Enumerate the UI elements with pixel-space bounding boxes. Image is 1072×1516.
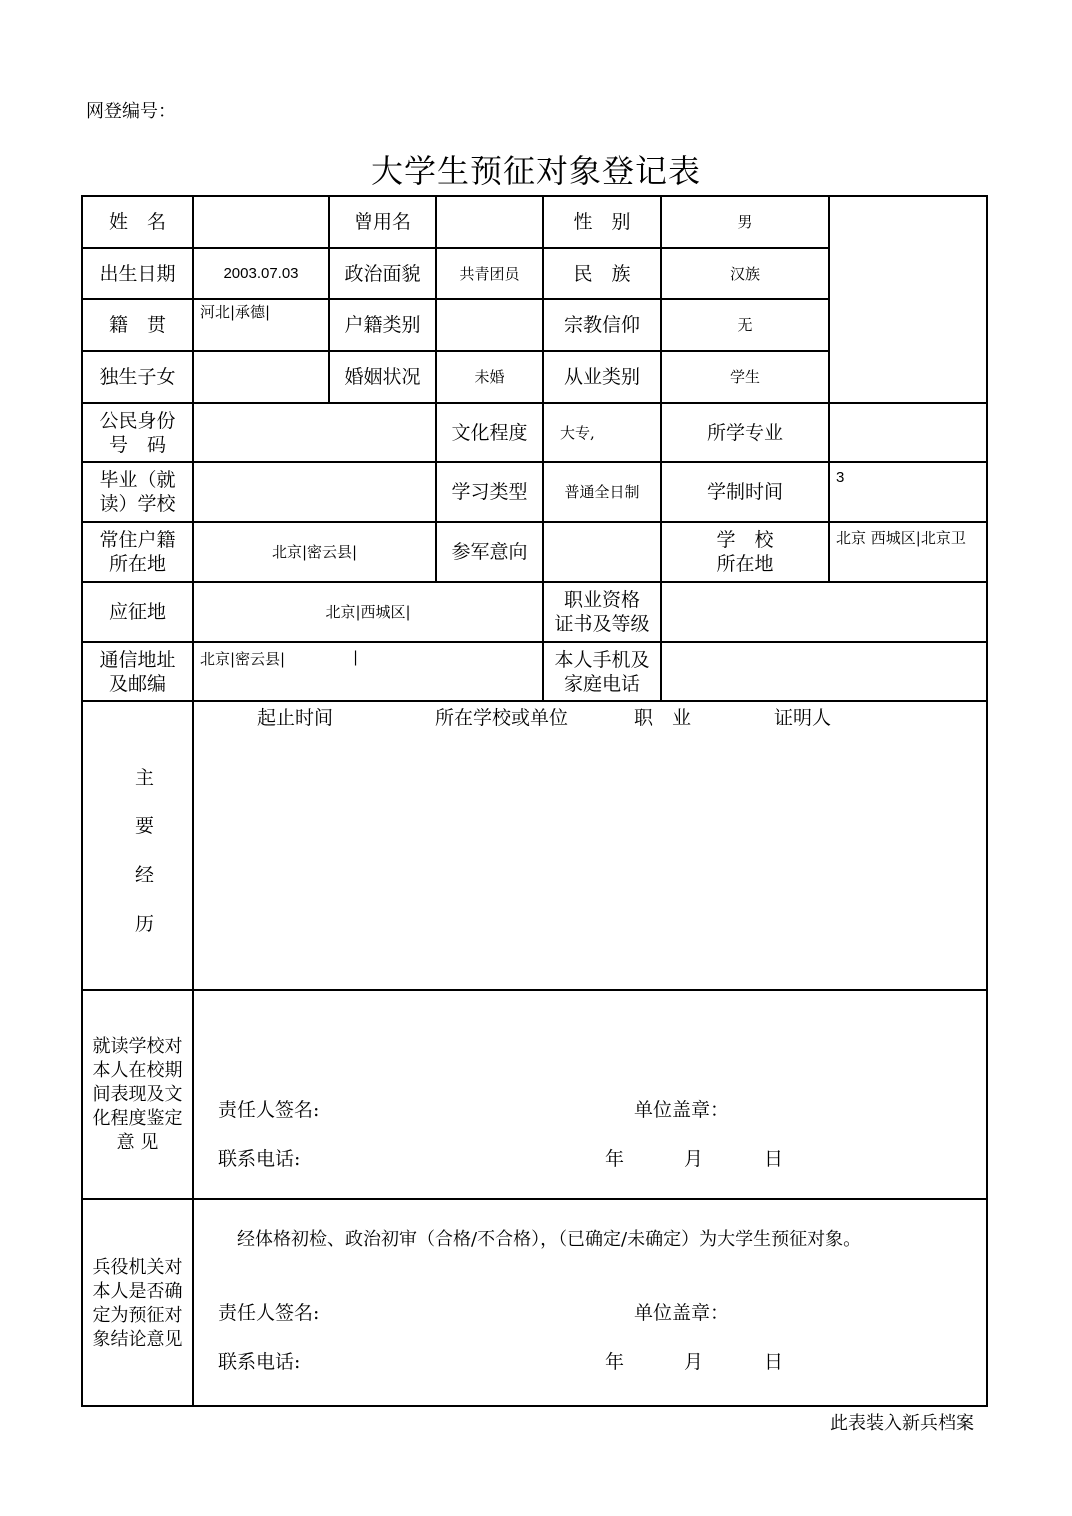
experience-column-job: 职 业 — [634, 707, 692, 729]
school-date-month: 月 — [684, 1148, 704, 1170]
id-number-label: 公民身份 号 码 — [99, 409, 176, 456]
native-place-label: 籍 贯 — [108, 314, 166, 336]
major-field[interactable] — [830, 404, 988, 461]
military-opinion-label: 兵役机关对 本人是否确 定为预征对 象结论意见 — [92, 1256, 183, 1350]
experience-label-char: 经 — [135, 864, 155, 886]
qualification-label: 职业资格 证书及等级 — [554, 589, 650, 635]
school-contact-label: 联系电话: — [218, 1148, 301, 1170]
enlist-intent-field[interactable] — [544, 523, 660, 581]
household-type-field[interactable] — [437, 300, 542, 350]
education-label: 文化程度 — [451, 421, 528, 444]
marital-status-label: 婚姻状况 — [344, 366, 421, 388]
major-label: 所学专业 — [706, 421, 783, 444]
military-date-year: 年 — [605, 1351, 625, 1373]
phone-label: 本人手机及 家庭电话 — [554, 648, 650, 695]
school-date-day: 日 — [764, 1148, 784, 1170]
net-registration-label: 网登编号： — [86, 101, 176, 122]
experience-column-witness: 证明人 — [774, 707, 832, 729]
address-separator: | — [353, 648, 359, 666]
name-field[interactable] — [194, 197, 328, 247]
school-location-field[interactable]: 北京 西城区|北京卫 — [836, 529, 966, 547]
ethnicity-label: 民 族 — [573, 262, 631, 285]
political-status-field[interactable]: 共青团员 — [459, 264, 520, 283]
religion-field[interactable]: 无 — [737, 316, 753, 334]
enlist-intent-label: 参军意向 — [451, 541, 528, 563]
birth-date-label: 出生日期 — [99, 262, 176, 285]
conscription-place-label: 应征地 — [108, 601, 166, 623]
phone-field[interactable] — [662, 643, 988, 700]
experience-label-char: 主 — [135, 767, 155, 789]
experience-column-period: 起止时间 — [257, 707, 334, 729]
registration-table — [81, 195, 988, 1407]
study-years-label: 学制时间 — [706, 481, 783, 503]
qualification-field[interactable] — [662, 583, 988, 641]
conscription-place-field[interactable]: 北京|西城区| — [325, 603, 411, 621]
experience-column-institution: 所在学校或单位 — [435, 707, 569, 729]
military-statement: 经体格初检、政治初审（合格/不合格），（已确定/未确定）为大学生预征对象。 — [237, 1229, 862, 1250]
military-date-day: 日 — [764, 1351, 784, 1373]
photo-box — [830, 197, 988, 402]
residence-label: 常住户籍 所在地 — [99, 529, 176, 575]
military-signer-label: 责任人签名: — [218, 1302, 320, 1324]
id-number-field[interactable] — [194, 404, 435, 461]
household-type-label: 户籍类别 — [344, 314, 421, 336]
school-signer-label: 责任人签名: — [218, 1099, 320, 1121]
school-date-year: 年 — [605, 1148, 625, 1170]
school-field[interactable] — [194, 463, 435, 521]
only-child-field[interactable] — [194, 352, 328, 402]
study-years-field[interactable]: 3 — [836, 469, 845, 486]
school-location-label: 学 校 所在地 — [716, 529, 774, 575]
gender-label: 性 别 — [573, 211, 631, 233]
school-opinion-label: 就读学校对 本人在校期 间表现及文 化程度鉴定 意 见 — [92, 1035, 183, 1153]
form-title: 大学生预征对象登记表 — [370, 152, 701, 190]
education-field[interactable]: 大专, — [560, 423, 595, 442]
address-label: 通信地址 及邮编 — [99, 648, 176, 695]
experience-label-char: 要 — [135, 815, 155, 837]
marital-status-field[interactable]: 未婚 — [474, 368, 505, 386]
experience-label-char: 历 — [135, 913, 155, 935]
gender-field[interactable]: 男 — [737, 213, 753, 231]
occupation-label: 从业类别 — [563, 366, 640, 388]
only-child-label: 独生子女 — [99, 366, 176, 388]
military-contact-label: 联系电话: — [218, 1351, 301, 1373]
birth-date-field[interactable]: 2003.07.03 — [223, 264, 299, 282]
school-label: 毕业（就 读）学校 — [99, 469, 176, 515]
military-date-month: 月 — [684, 1351, 704, 1373]
occupation-field[interactable]: 学生 — [729, 368, 760, 386]
political-status-label: 政治面貌 — [344, 262, 421, 285]
school-seal-label: 单位盖章： — [634, 1099, 730, 1121]
residence-field[interactable]: 北京|密云县| — [271, 543, 358, 561]
footer-note: 此表装入新兵档案 — [830, 1413, 974, 1434]
native-place-field[interactable]: 河北|承德| — [200, 303, 271, 321]
name-label: 姓 名 — [108, 211, 166, 233]
study-type-label: 学习类型 — [451, 481, 528, 503]
former-name-label: 曾用名 — [353, 211, 411, 233]
former-name-field[interactable] — [437, 197, 542, 247]
military-seal-label: 单位盖章： — [634, 1302, 730, 1324]
ethnicity-field[interactable]: 汉族 — [729, 264, 760, 283]
religion-label: 宗教信仰 — [563, 314, 640, 336]
study-type-field[interactable]: 普通全日制 — [564, 483, 640, 501]
address-field[interactable]: 北京|密云县| — [200, 650, 286, 668]
